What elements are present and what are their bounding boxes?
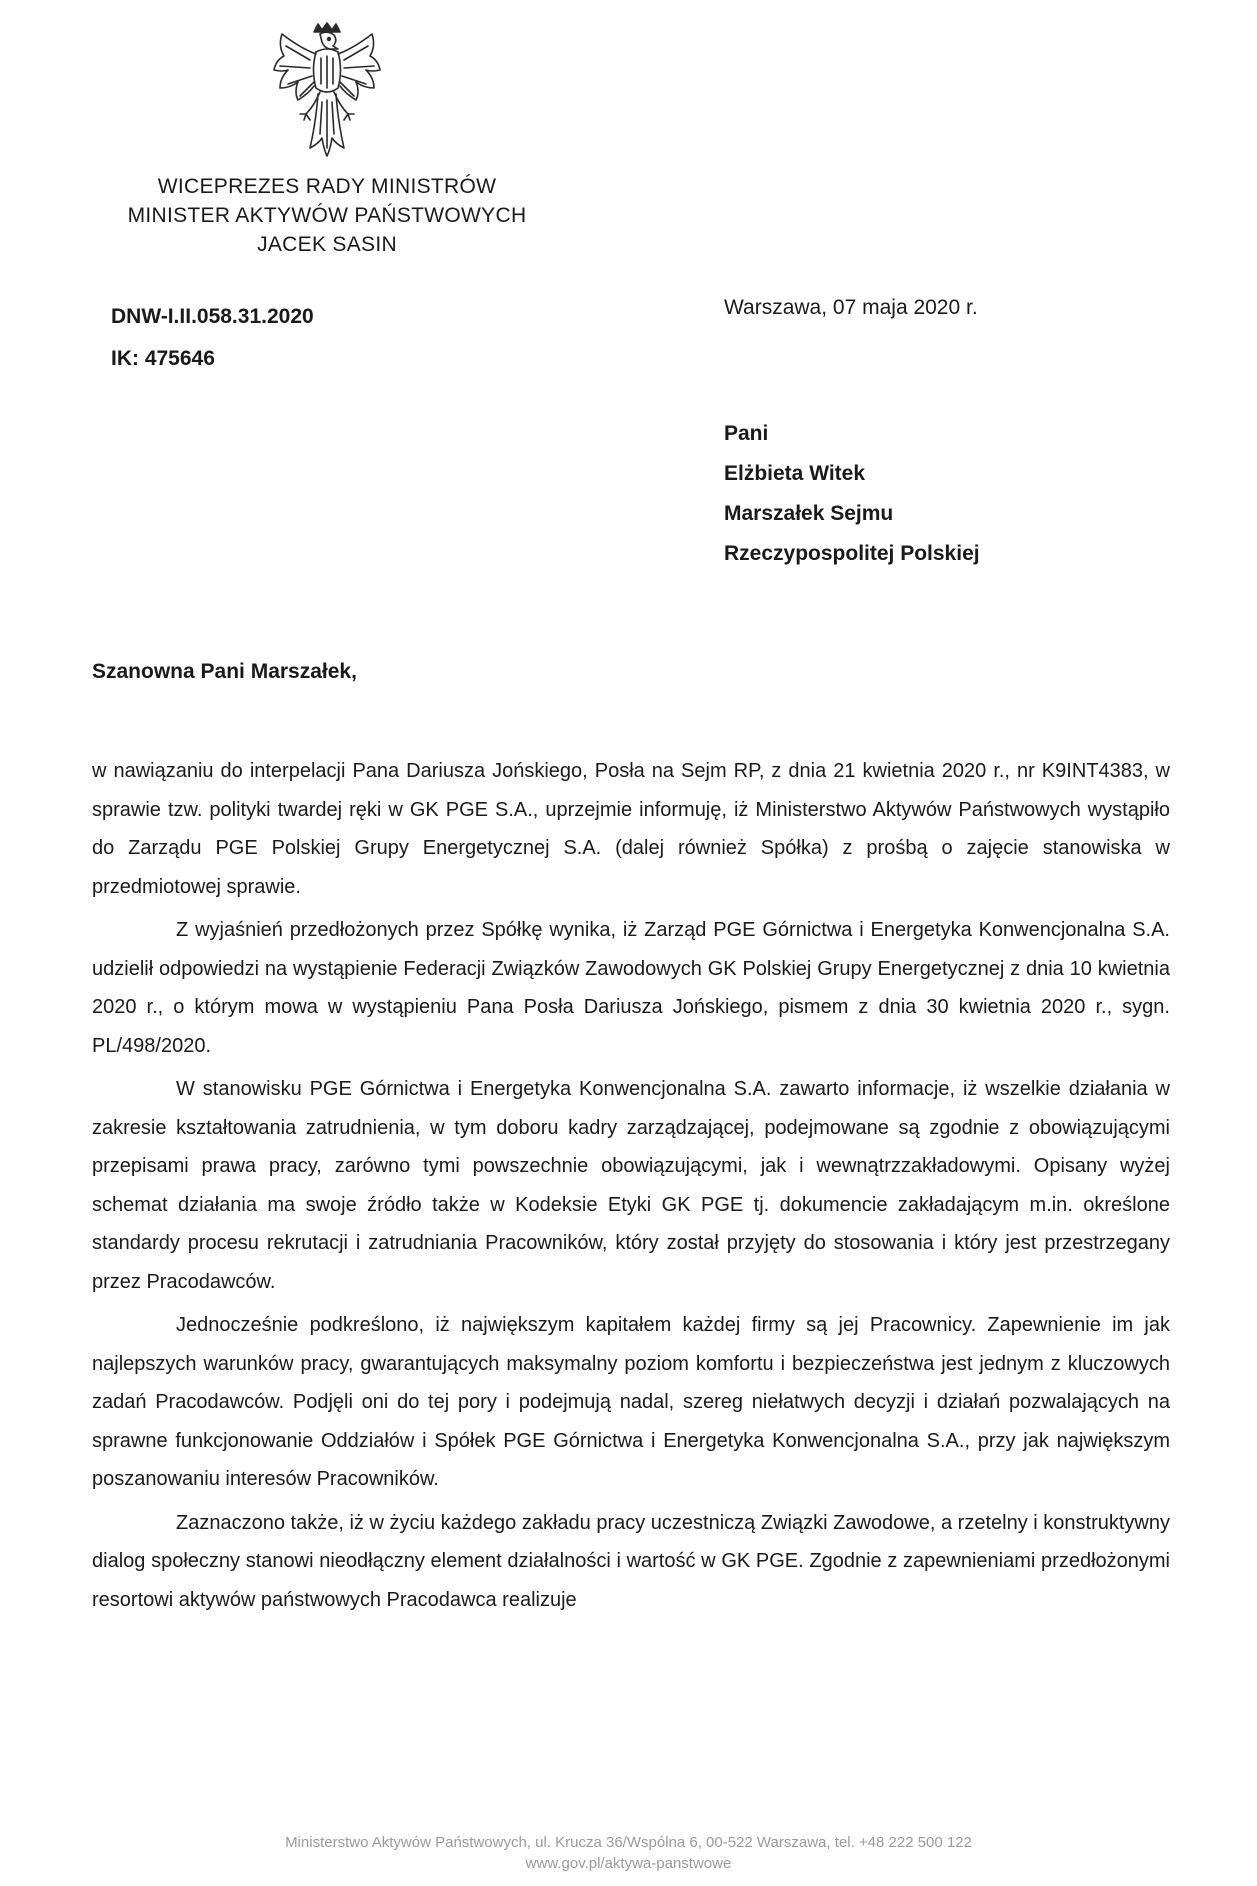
footer-address: Ministerstwo Aktywów Państwowych, ul. Krucza 36/Wspólna 6, 00-522 Warszawa, tel. +48 222 500 122 — [285, 1834, 972, 1851]
recipient-country: Rzeczypospolitej Polskiej — [724, 542, 980, 565]
page-footer — [0, 1832, 1257, 1874]
salutation: Szanowna Pani Marszałek, — [92, 660, 357, 683]
letter-body — [92, 752, 1170, 1619]
sender-title-line: WICEPREZES RADY MINISTRÓW — [157, 175, 497, 198]
recipient-position: Marszałek Sejmu — [724, 502, 894, 525]
footer-website: www.gov.pl/aktywa-panstwowe — [525, 1855, 732, 1872]
letter-date: Warszawa, 07 maja 2020 r. — [724, 296, 978, 319]
reference-block — [111, 296, 314, 380]
reference-number: DNW-I.II.058.31.2020 — [111, 305, 314, 328]
body-paragraph: Zaznaczono także, iż w życiu każdego zakładu pracy uczestniczą Związki Zawodowe, a rzetelny i konstruktywny dialog społeczny stanowi nieodłączny element działalności i wartość w GK PGE. Zgodnie z zapewnieniami przedłożonymi resortowi aktywów państwowych Pracodawca realizuje — [92, 1511, 1170, 1611]
body-paragraph: W stanowisku PGE Górnictwa i Energetyka Konwencjonalna S.A. zawarto informacje, iż wszelkie działania w zakresie kształtowania zatrudnienia, w tym doboru kadry zarządzającej, podejmowane są zgodnie z obowiązującymi przepisami prawa pracy, zarówno tymi powszechnie obowiązującymi, jak i wewnątrzzakładowymi. Opisany wyżej schemat działania ma swoje źródło także w Kodeksie Etyki GK PGE tj. dokumencie zakładającym m.in. określone standardy procesu rekrutacji i zatrudniania Pracowników, który został przyjęty do stosowania i który jest przestrzegany przez Pracodawców. — [92, 1078, 1170, 1293]
sender-ministry-line: MINISTER AKTYWÓW PAŃSTWOWYCH — [127, 204, 527, 227]
polish-eagle-emblem-icon — [266, 22, 388, 158]
recipient-block — [724, 414, 980, 574]
body-paragraph: Jednocześnie podkreślono, iż największym kapitałem każdej firmy są jej Pracownicy. Zapewnienie im jak najlepszych warunków pracy, gwarantujących maksymalny poziom komfortu i bezpieczeństwa jest jednym z kluczowych zadań Pracodawców. Podjęli oni do tej pory i podejmują nadal, szereg niełatwych decyzji i działań pozwalających na sprawne funkcjonowanie Oddziałów i Spółek PGE Górnictwa i Energetyka Konwencjonalna S.A., przy jak największym poszanowaniu interesów Pracowników. — [92, 1314, 1170, 1490]
recipient-name: Elżbieta Witek — [724, 462, 866, 485]
reference-ik: IK: 475646 — [111, 347, 215, 370]
sender-header — [80, 172, 574, 259]
body-paragraph: Z wyjaśnień przedłożonych przez Spółkę wynika, iż Zarząd PGE Górnictwa i Energetyka Konwencjonalna S.A. udzielił odpowiedzi na wystąpienie Federacji Związków Zawodowych GK Polskiej Grupy Energetycznej z dnia 10 kwietnia 2020 r., o którym mowa w wystąpieniu Pana Posła Dariusza Jońskiego, pismem z dnia 30 kwietnia 2020 r., sygn. PL/498/2020. — [92, 919, 1170, 1057]
body-paragraph: w nawiązaniu do interpelacji Pana Dariusza Jońskiego, Posła na Sejm RP, z dnia 21 kwietnia 2020 r., nr K9INT4383, w sprawie tzw. polityki twardej ręki w GK PGE S.A., uprzejmie informuję, iż Ministerstwo Aktywów Państwowych wystąpiło do Zarządu PGE Polskiej Grupy Energetycznej S.A. (dalej również Spółka) z prośbą o zajęcie stanowiska w przedmiotowej sprawie. — [92, 760, 1170, 898]
recipient-salutation-line: Pani — [724, 422, 769, 445]
sender-name-line: JACEK SASIN — [257, 233, 397, 256]
